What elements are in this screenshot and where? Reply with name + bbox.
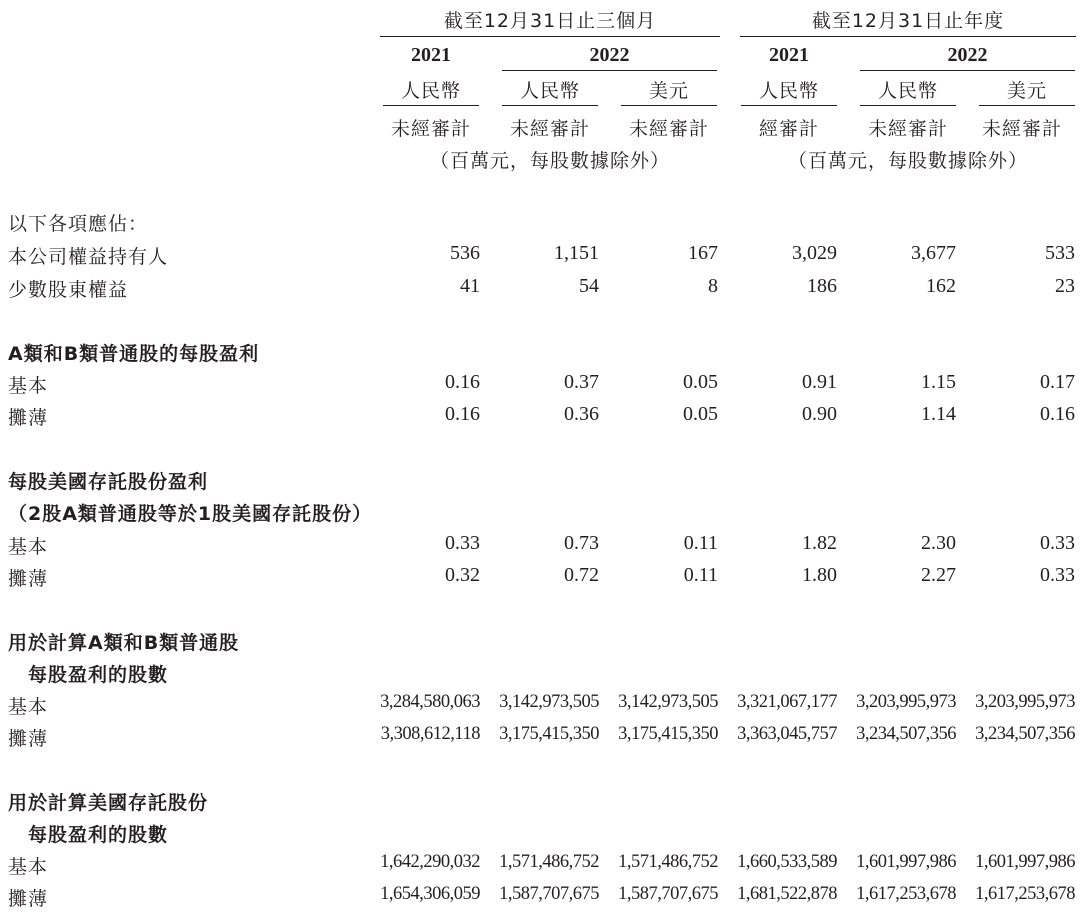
table-cell: 0.16 [1040,403,1075,425]
table-cell: 0.36 [564,403,599,425]
table-cell: 1,681,522,878 [737,884,837,904]
table-cell: 0.32 [445,564,480,586]
row-label: 少數股東權益 [8,279,129,301]
table-cell: 3,175,415,350 [618,724,718,744]
table-cell: 1,587,707,675 [618,884,718,904]
table-cell: 1,601,997,986 [856,852,956,872]
table-cell: 3,203,995,973 [856,692,956,712]
table-cell: 8 [708,275,718,297]
section-ads-count-subtitle: 每股盈利的股數 [28,824,169,846]
section-eps-title: A類和B類普通股的每股盈利 [8,343,260,365]
section-share-count-subtitle: 每股盈利的股數 [28,664,169,686]
table-cell: 162 [926,275,956,297]
table-cell: 533 [1045,242,1075,264]
quarter-period-header: 截至12月31日止三個月 [443,10,657,32]
year-header-rule [740,36,1076,37]
row-label: 攤薄 [8,407,49,429]
table-cell: 3,203,995,973 [975,692,1075,712]
row-label: 基本 [8,696,49,718]
row-label: 攤薄 [8,728,49,750]
table-cell: 0.91 [802,371,837,393]
table-cell: 0.72 [564,564,599,586]
table-cell: 3,321,067,177 [737,692,837,712]
table-cell: 2.30 [921,532,956,554]
year-period-header: 截至12月31日止年度 [811,10,1005,32]
table-cell: 0.11 [683,532,718,554]
table-cell: 3,677 [911,242,956,264]
col4-rule [741,105,837,106]
table-cell: 0.05 [683,371,718,393]
table-cell: 3,363,045,757 [737,724,837,744]
table-cell: 0.33 [445,532,480,554]
table-cell: 1.82 [802,532,837,554]
table-cell: 536 [450,242,480,264]
table-cell: 3,234,507,356 [856,724,956,744]
col2-currency: 人民幣 [519,80,580,102]
section-ads-count-title: 用於計算美國存託股份 [8,792,209,814]
table-cell: 0.90 [802,403,837,425]
col6-currency: 美元 [1006,80,1047,102]
col6-audit: 未經審計 [981,118,1062,140]
quarter-header-rule [380,36,720,37]
quarter-unit-note: （百萬元，每股數據除外） [429,150,670,172]
table-cell: 1.80 [802,564,837,586]
table-cell: 3,142,973,505 [618,692,718,712]
col4-currency: 人民幣 [758,80,819,102]
table-cell: 3,142,973,505 [499,692,599,712]
table-cell: 54 [579,275,599,297]
col3-rule [621,105,717,106]
year-unit-note: （百萬元，每股數據除外） [787,150,1028,172]
row-label: 本公司權益持有人 [8,246,169,268]
table-cell: 0.17 [1040,371,1075,393]
col4-audit: 經審計 [758,118,819,140]
table-cell: 23 [1055,275,1075,297]
table-cell: 41 [460,275,480,297]
col4-year: 2021 [769,44,809,66]
col1-audit: 未經審計 [390,118,471,140]
row-label: 基本 [8,856,49,878]
table-cell: 1,571,486,752 [618,852,718,872]
table-cell: 0.73 [564,532,599,554]
table-cell: 1,571,486,752 [499,852,599,872]
table-cell: 1,654,306,059 [380,884,480,904]
table-cell: 1,660,533,589 [737,852,837,872]
table-cell: 1,151 [554,242,599,264]
col5-audit: 未經審計 [867,118,948,140]
table-cell: 1.15 [921,371,956,393]
row-label: 攤薄 [8,568,49,590]
table-cell: 167 [688,242,718,264]
table-cell: 1,617,253,678 [856,884,956,904]
col2-year: 2022 [589,44,630,66]
col5-year: 2022 [947,44,988,66]
col1-rule [383,105,479,106]
table-cell: 3,234,507,356 [975,724,1075,744]
table-cell: 3,284,580,063 [380,692,480,712]
table-cell: 1,601,997,986 [975,852,1075,872]
table-cell: 0.33 [1040,532,1075,554]
section-ads-eps-subtitle: （2股A類普通股等於1股美國存託股份） [8,503,373,525]
quarter-2022-rule [502,70,717,71]
table-cell: 3,175,415,350 [499,724,599,744]
table-cell: 3,308,612,118 [380,724,480,744]
table-cell: 3,029 [792,242,837,264]
col6-rule [979,105,1075,106]
table-cell: 0.37 [564,371,599,393]
section-share-count-title: 用於計算A類和B類普通股 [8,632,240,654]
year-2022-rule [860,70,1075,71]
table-cell: 1,617,253,678 [975,884,1075,904]
table-cell: 0.16 [445,371,480,393]
row-label: 攤薄 [8,888,49,910]
table-cell: 0.33 [1040,564,1075,586]
col5-rule [860,105,956,106]
col2-audit: 未經審計 [509,118,590,140]
col3-currency: 美元 [648,80,689,102]
table-cell: 0.05 [683,403,718,425]
table-cell: 186 [807,275,837,297]
col5-currency: 人民幣 [877,80,938,102]
table-cell: 1.14 [921,403,956,425]
row-label: 基本 [8,375,49,397]
table-cell: 0.16 [445,403,480,425]
col1-currency: 人民幣 [400,80,461,102]
table-cell: 1,642,290,032 [380,852,480,872]
table-cell: 0.11 [683,564,718,586]
col3-audit: 未經審計 [628,118,709,140]
section-attributable-title: 以下各項應佔： [8,213,149,235]
row-label: 基本 [8,536,49,558]
col2-rule [502,105,598,106]
section-ads-eps-title: 每股美國存託股份盈利 [8,471,209,493]
table-cell: 2.27 [921,564,956,586]
table-cell: 1,587,707,675 [499,884,599,904]
col1-year: 2021 [411,44,451,66]
